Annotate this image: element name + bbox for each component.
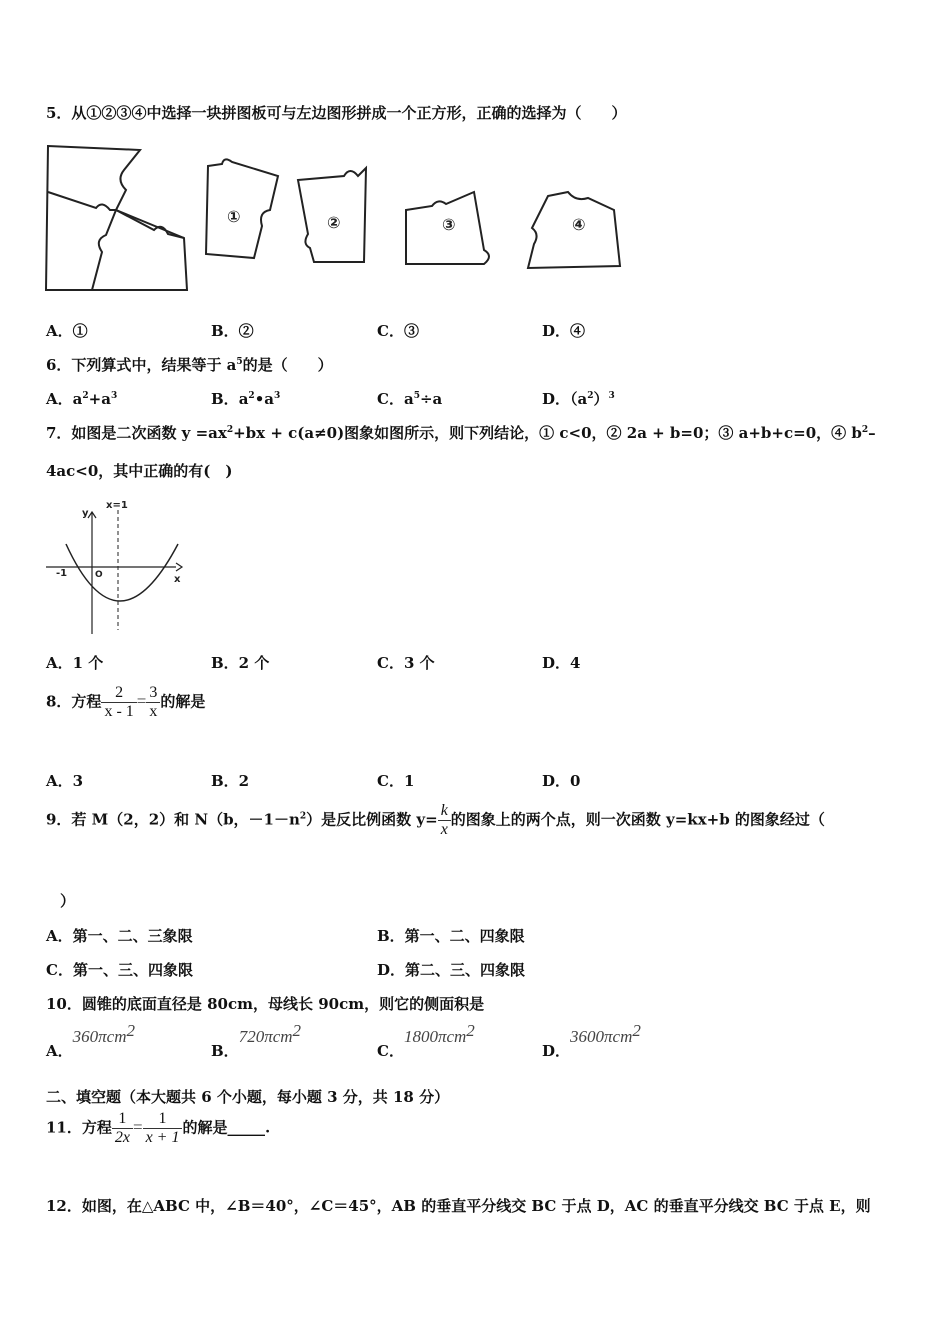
q10-option-a[interactable]: A．360πcm$^2$ bbox=[46, 1021, 135, 1060]
q5-option-d[interactable]: D．④ bbox=[542, 322, 586, 340]
q5-option-c[interactable]: C．③ bbox=[377, 322, 419, 340]
q9-stem: 9．若 M（2，2）和 N（b，$-1-n^2$）是反比例函数 y= $\frac{k}{x}$ 的图象上的两个点，则一次函数 y=kx+b 的图象经过（ bbox=[46, 802, 825, 838]
q5-option-a[interactable]: A．① bbox=[46, 322, 88, 340]
q8-option-d[interactable]: D．0 bbox=[542, 772, 581, 790]
piece-1-label: ① bbox=[227, 207, 241, 226]
q9-option-d[interactable]: D．第二、三、四象限 bbox=[377, 961, 526, 979]
puzzle-left-shape bbox=[46, 146, 187, 290]
q10-option-c[interactable]: C．1800πcm$^2$ bbox=[377, 1021, 475, 1060]
q7-option-a[interactable]: A．1 个 bbox=[46, 654, 104, 672]
q5-stem: 5．从①②③④中选择一块拼图板可与左边图形拼成一个正方形，正确的选择为（ ） bbox=[46, 104, 627, 122]
x-axis-label: x bbox=[174, 574, 181, 585]
q10-option-b[interactable]: B．720πcm$^2$ bbox=[211, 1021, 302, 1060]
q11-fraction-1: $\frac{1}{2x}$ bbox=[112, 1110, 133, 1147]
q5-figure bbox=[44, 140, 626, 300]
q7-parabola-graph bbox=[42, 496, 192, 636]
q6-option-d[interactable]: D．$(a^2)^3$ bbox=[542, 390, 615, 408]
q9-option-b[interactable]: B．第一、二、四象限 bbox=[377, 927, 525, 945]
y-axis-label: y bbox=[82, 508, 89, 519]
q6-stem: 6．下列算式中，结果等于 $a^5$的是（ ） bbox=[46, 356, 333, 374]
q11-answer-blank[interactable]: 的解是_____. bbox=[182, 1118, 271, 1137]
q6-option-c[interactable]: C．$a^5\div a$ bbox=[377, 390, 443, 408]
q8-stem: 8．方程 $\frac{2}{x - 1}$ = $\frac{3}{x}$ 的解是 bbox=[46, 684, 206, 720]
q8-fraction-1: $\frac{2}{x - 1}$ bbox=[101, 684, 136, 721]
q8-option-c[interactable]: C．1 bbox=[377, 772, 415, 790]
root-label: -1 bbox=[56, 568, 68, 579]
q8-fraction-2: $\frac{3}{x}$ bbox=[146, 684, 160, 721]
q7-stem: 7．如图是二次函数 $y =ax^2+bx + c(a\ne 0)$图象如图所示，则下列结论，① c<0，② 2a + b=0；③ a+b+c=0，④ $b^2-$ bbox=[46, 424, 876, 442]
q12-stem: 12．如图，在△ABC 中，∠B＝40°，∠C＝45°，AB 的垂直平分线交 BC 于点 D，AC 的垂直平分线交 BC 于点 E，则 bbox=[46, 1197, 871, 1215]
origin-label: O bbox=[95, 570, 103, 580]
q8-option-a[interactable]: A．3 bbox=[46, 772, 84, 790]
q7-option-d[interactable]: D．4 bbox=[542, 654, 581, 672]
q7-option-c[interactable]: C．3 个 bbox=[377, 654, 435, 672]
puzzle-piece-1 bbox=[206, 159, 278, 258]
q8-option-b[interactable]: B．2 bbox=[211, 772, 250, 790]
x-axis-arrow bbox=[176, 563, 182, 571]
piece-3-label: ③ bbox=[442, 215, 456, 234]
q6-option-b[interactable]: B．$a^2•a^3$ bbox=[211, 390, 281, 408]
q6-option-a[interactable]: A．$a^2+a^3$ bbox=[46, 390, 118, 408]
piece-2-label: ② bbox=[327, 213, 341, 232]
piece-4-label: ④ bbox=[572, 215, 586, 234]
q9-fraction: $\frac{k}{x}$ bbox=[438, 802, 451, 839]
q9-option-c[interactable]: C．第一、三、四象限 bbox=[46, 961, 193, 979]
q7-option-b[interactable]: B．2 个 bbox=[211, 654, 270, 672]
q11-stem: 11．方程 $\frac{1}{2x}$ = $\frac{1}{x + 1}$ 的解是_____. bbox=[46, 1110, 271, 1146]
q9-option-a[interactable]: A．第一、二、三象限 bbox=[46, 927, 193, 945]
q10-option-d[interactable]: D．3600πcm$^2$ bbox=[542, 1021, 641, 1060]
q7-stem-line2: 4ac<0，其中正确的有( ) bbox=[46, 462, 233, 480]
q11-fraction-2: $\frac{1}{x + 1}$ bbox=[143, 1110, 183, 1147]
section-2-title: 二、填空题（本大题共 6 个小题，每小题 3 分，共 18 分） bbox=[46, 1088, 450, 1106]
q9-stem-line2: ） bbox=[60, 892, 76, 910]
q10-stem: 10．圆锥的底面直径是 80cm，母线长 90cm，则它的侧面积是 bbox=[46, 995, 485, 1013]
symmetry-label: x=1 bbox=[106, 500, 128, 511]
parabola-curve bbox=[66, 544, 178, 601]
q5-option-b[interactable]: B．② bbox=[211, 322, 254, 340]
